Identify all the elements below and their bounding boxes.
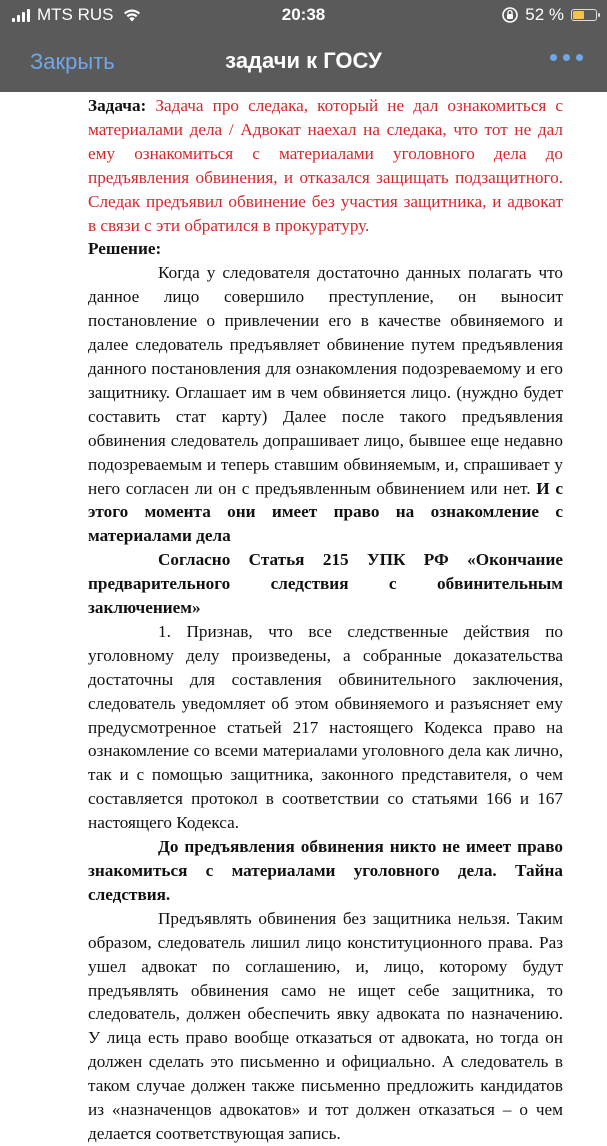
paragraph-1-text: Когда у следователя достаточно данных полагать что данное лицо совершило преступление, он выносит постановление о привлечении его в качестве обвиняемого и далее следователь предъявляет обвинение путем предъявления данного постановления для ознакомления подозреваемому и его защитнику. Оглашает им в чем обвиняется лицо. (нуждно будет составить стат карту) Далее после такого предъявления обвинения следователь допрашивает лицо, бывшее еще недавно подозреваемым и теперь ставшим обвиняемым, и, спрашивает у него согласен ли он с предъявленным обвинением или нет. bbox=[88, 263, 563, 498]
clock: 20:38 bbox=[281, 5, 326, 24]
article-text: 1. Признав, что все следственные действия по уголовному делу произведены, а собранные доказательства достаточны для составления обвинительного заключения, следователь уведомляет об этом обвиняемого и разъясняет ему предусмотренное статьей 217 настоящего Кодекса право на ознакомление со всеми материалами уголовного дела как лично, так и с помощью защитника, законного представителя, о чем составляется протокол в соответствии со статьями 166 и 167 настоящего Кодекса. bbox=[88, 621, 563, 833]
paragraph-1 bbox=[88, 261, 563, 548]
task-paragraph bbox=[88, 94, 563, 237]
paragraph-1-bold: И с этого момента они имеет право на ознакомление с материалами дела bbox=[88, 478, 563, 546]
more-options-icon[interactable] bbox=[550, 54, 583, 61]
battery-icon bbox=[571, 9, 597, 21]
solution-label: Решение: bbox=[88, 239, 162, 259]
battery-percent: 52 % bbox=[525, 5, 564, 24]
article-heading: Согласно Статья 215 УПК РФ «Окончание предварительного следствия с обвинительным заключением» bbox=[88, 550, 563, 618]
document-content bbox=[88, 94, 563, 1146]
battery-level-fill bbox=[573, 11, 584, 19]
rotation-lock-icon bbox=[501, 6, 519, 24]
status-bar bbox=[0, 0, 607, 34]
task-text: Задача про следака, который не дал ознакомиться с материалами дела / Адвокат наехал на следака, что тот не дал ему ознакомиться с материалами уголовного дела до предъявления обвинения, и отказался защищать подзащитного. Следак предъявил обвинение без участия защитника, и адвокат в связи с эти обратился в прокуратуру. bbox=[88, 96, 564, 235]
task-label: Задача: bbox=[88, 96, 147, 115]
document-viewer[interactable] bbox=[0, 94, 607, 1143]
paragraph-3: Предъявлять обвинения без защитника нельзя. Таким образом, следователь лишил лицо конституционного права. Раз ушел адвокат по соглашению, и, лицо, которому будут предъявлять обвинения само не ищет себе защитника, то следователь, должен обеспечить явку адвоката по назначению. У лица есть право вообще отказаться от адвоката, но тогда он должен сделать это письменно и официально. А следователь в таком случае должен также письменно предложить кандидатов из «назначенцов адвокатов» и тот должен отказаться – о чем делается соответствующая запись. bbox=[88, 908, 563, 1143]
status-right-group bbox=[501, 5, 597, 25]
close-button[interactable]: Закрыть bbox=[30, 49, 115, 74]
secrecy-note: До предъявления обвинения никто не имеет право знакомиться с материалами уголовного дела. Тайна следствия. bbox=[88, 837, 563, 904]
carrier-name: MTS RUS bbox=[37, 5, 114, 24]
navigation-bar bbox=[0, 34, 607, 92]
document-title: задачи к ГОСУ bbox=[225, 48, 382, 73]
